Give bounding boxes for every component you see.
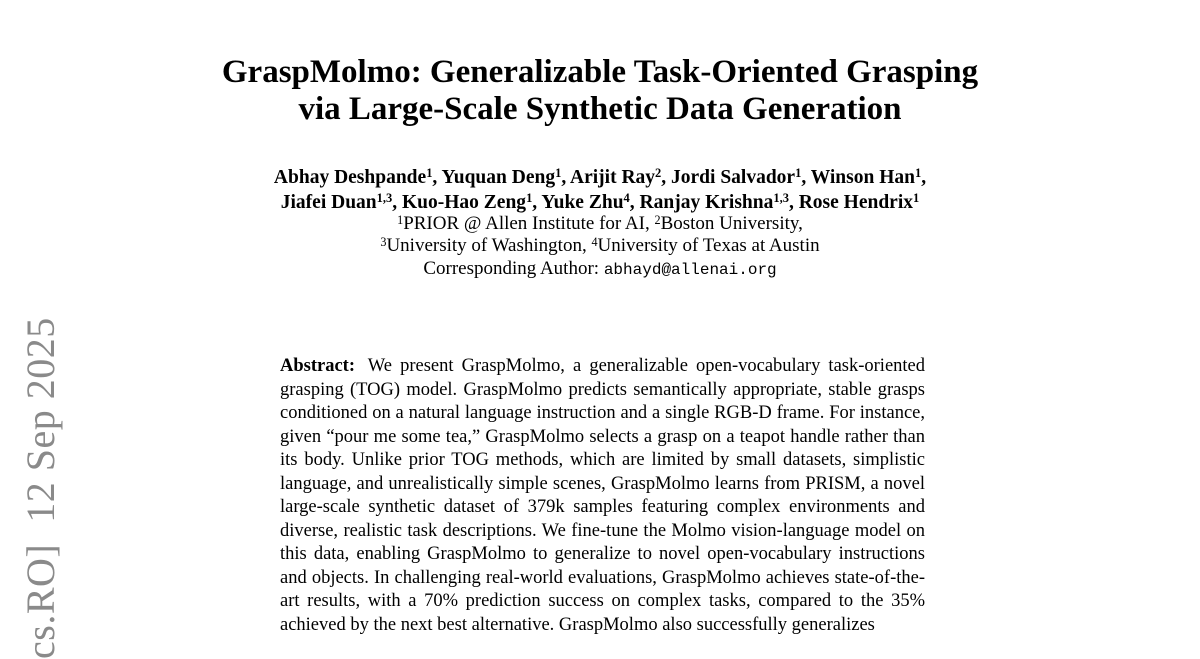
- paper-title-line-1: GraspMolmo: Generalizable Task-Oriented Grasping: [221, 54, 979, 90]
- corresponding-author-label: Corresponding Author:: [423, 257, 600, 279]
- abstract-text: We present GraspMolmo, a generalizable open-vocabulary task-oriented grasping (TOG) model. GraspMolmo predicts semantically appropriate, stable grasps conditioned on a natural language instruction and a single RGB-D frame. For instance, given “pour me some tea,” GraspMolmo selects a grasp on a teapot handle rather than its body. Unlike prior TOG methods, which are limited by small datasets, simplistic language, and unrealistically simple scenes, GraspMolmo learns from PRISM, a novel large-scale synthetic dataset of 379k samples featuring complex environments and diverse, realistic task descriptions. We fine-tune the Molmo vision-language model on this data, enabling GraspMolmo to generalize to novel open-vocabulary instructions and objects. In challenging real-world evaluations, GraspMolmo achieves state-of-the-art results, with a 70% prediction success on complex tasks, compared to the 35% achieved by the next best alternative. GraspMolmo also successfully generalizes: [280, 356, 926, 635]
- affiliations-block: [0, 213, 1200, 281]
- affiliations-line-2: $^3$University of Washington, $^4$University of Texas at Austin: [380, 234, 820, 257]
- paper-title: [0, 54, 1200, 128]
- paper-title-line-2: via Large-Scale Synthetic Data Generation: [298, 91, 902, 127]
- authors-block: [0, 166, 1200, 215]
- abstract-label: Abstract:: [280, 356, 356, 376]
- affiliations-line-1: $^1$PRIOR @ Allen Institute for AI, $^2$Boston University,: [397, 212, 803, 234]
- abstract-section: [280, 355, 925, 637]
- authors-line-2: Jiafei Duan$^{1,3}$, Kuo-Hao Zeng$^1$, Yuke Zhu$^4$, Ranjay Krishna$^{1,3}$, Rose Hendrix$^1$: [280, 190, 920, 213]
- arxiv-watermark: cs.RO] 12 Sep 2025: [18, 317, 63, 659]
- authors-line-1: Abhay Deshpande$^1$, Yuquan Deng$^1$, Arijit Ray$^2$, Jordi Salvador$^1$, Winson Han$^1$,: [273, 166, 927, 188]
- corresponding-author-line: [0, 258, 1200, 281]
- corresponding-author-email[interactable]: abhayd@allenai.org: [603, 260, 777, 279]
